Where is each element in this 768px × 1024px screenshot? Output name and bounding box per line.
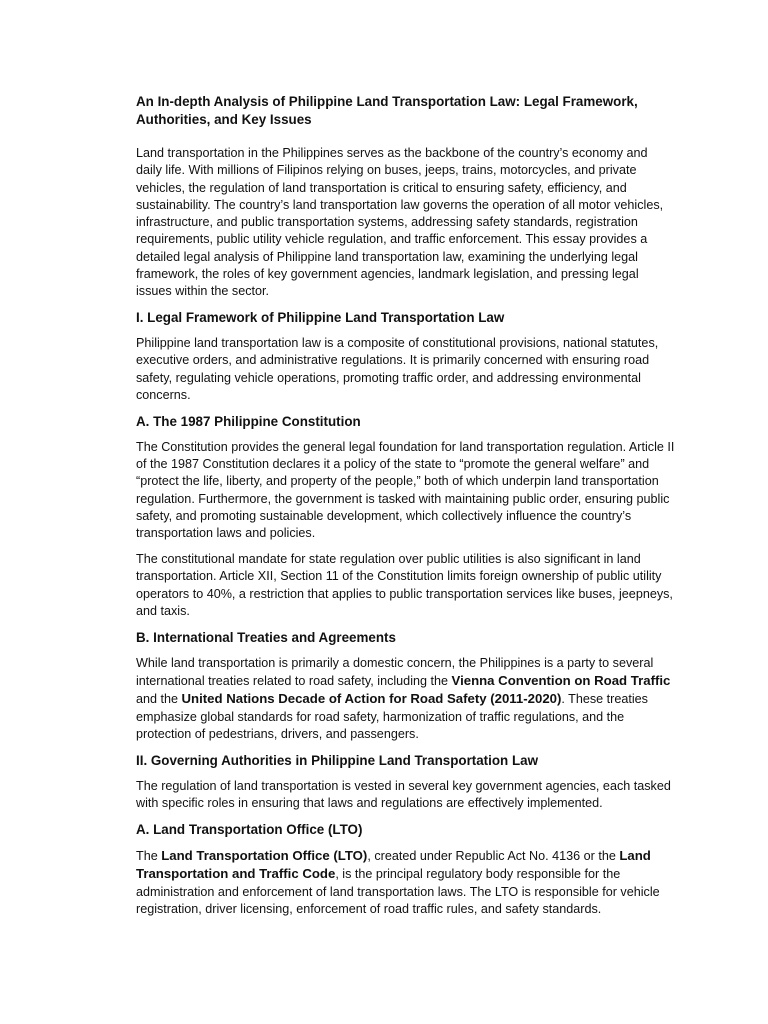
treaties-text-3: . These treaties emphasize global standards for road safety, harmonization of traffic regulations, and the protection of pedestrians, drivers, and passengers.	[136, 692, 648, 742]
section-heading-legal-framework: I. Legal Framework of Philippine Land Transportation Law	[136, 310, 505, 326]
vienna-convention-bold: Vienna Convention on Road Traffic	[451, 673, 671, 689]
legal-framework-paragraph: Philippine land transportation law is a composite of constitutional provisions, national statutes, executive orders, and administrative regulations. It is primarily concerned with ensuring road safety, regulating vehicle operations, promoting traffic order, and addressing environmental concerns.	[136, 336, 659, 403]
lto-text-2: , created under Republic Act No. 4136 or the	[367, 848, 620, 863]
subsection-heading-constitution: A. The 1987 Philippine Constitution	[136, 413, 361, 429]
lto-text-3: , is the principal regulatory body responsible for the administration and enforcement of land transportation laws. The LTO is responsible for vehicle registration, driver licensing, enforcement of road traffic rules, and safety standards.	[136, 867, 660, 916]
treaties-text-1: While land transportation is primarily a domestic concern, the Philippines is a party to several international treaties related to road safety, including the	[136, 655, 654, 689]
constitution-paragraph-2: The constitutional mandate for state regulation over public utilities is also significant in land transportation. Article XII, Section 11 of the Constitution limits foreign ownership of public utility operators to 40%, a restriction that applies to public transportation services like buses, jeepneys, and taxis.	[136, 552, 673, 619]
intro-paragraph: Land transportation in the Philippines serves as the backbone of the country’s economy and daily life. With millions of Filipinos relying on buses, jeeps, trains, motorcycles, and private vehicles, the regulation of land transportation is critical to ensuring safety, efficiency, and sustainability. The country’s land transportation law governs the operation of all motor vehicles, infrastructure, and public transportation systems, addressing safety standards, registration requirements, public utility vehicle regulation, and traffic enforcement. This essay provides a detailed legal analysis of Philippine land transportation law, examining the underlying legal framework, the roles of key government agencies, landmark legislation, and pressing legal issues within the sector.	[136, 146, 664, 299]
constitution-paragraph-1: The Constitution provides the general legal foundation for land transportation regulation. Article II of the 1987 Constitution declares it a policy of the state to “promote the general welfare” and “protect the life, liberty, and property of the people,” both of which underpin land transportation regulation. Furthermore, the government is tasked with maintaining public order, ensuring public safety, and promoting sustainable development, which collectively influence the country’s transportation laws and policies.	[136, 439, 675, 541]
lto-name-bold: Land Transportation Office (LTO)	[161, 847, 368, 863]
authorities-paragraph: The regulation of land transportation is vested in several key government agencies, each tasked with specific roles in ensuring that laws and regulations are effectively implemented.	[136, 778, 671, 811]
lto-text-1: The	[136, 848, 162, 863]
un-decade-bold: United Nations Decade of Action for Road Safety (2011-2020)	[181, 691, 562, 707]
lto-paragraph	[136, 847, 676, 918]
subsection-heading-treaties: B. International Treaties and Agreements	[136, 629, 396, 645]
treaties-paragraph	[136, 655, 676, 743]
document-title: An In-depth Analysis of Philippine Land Transportation Law: Legal Framework, Authorities, and Key Issues	[136, 94, 638, 127]
section-heading-authorities: II. Governing Authorities in Philippine Land Transportation Law	[136, 752, 538, 768]
treaties-text-2: and the	[136, 692, 182, 707]
subsection-heading-lto: A. Land Transportation Office (LTO)	[136, 821, 363, 837]
traffic-code-bold: Land Transportation and Traffic Code	[136, 847, 651, 882]
